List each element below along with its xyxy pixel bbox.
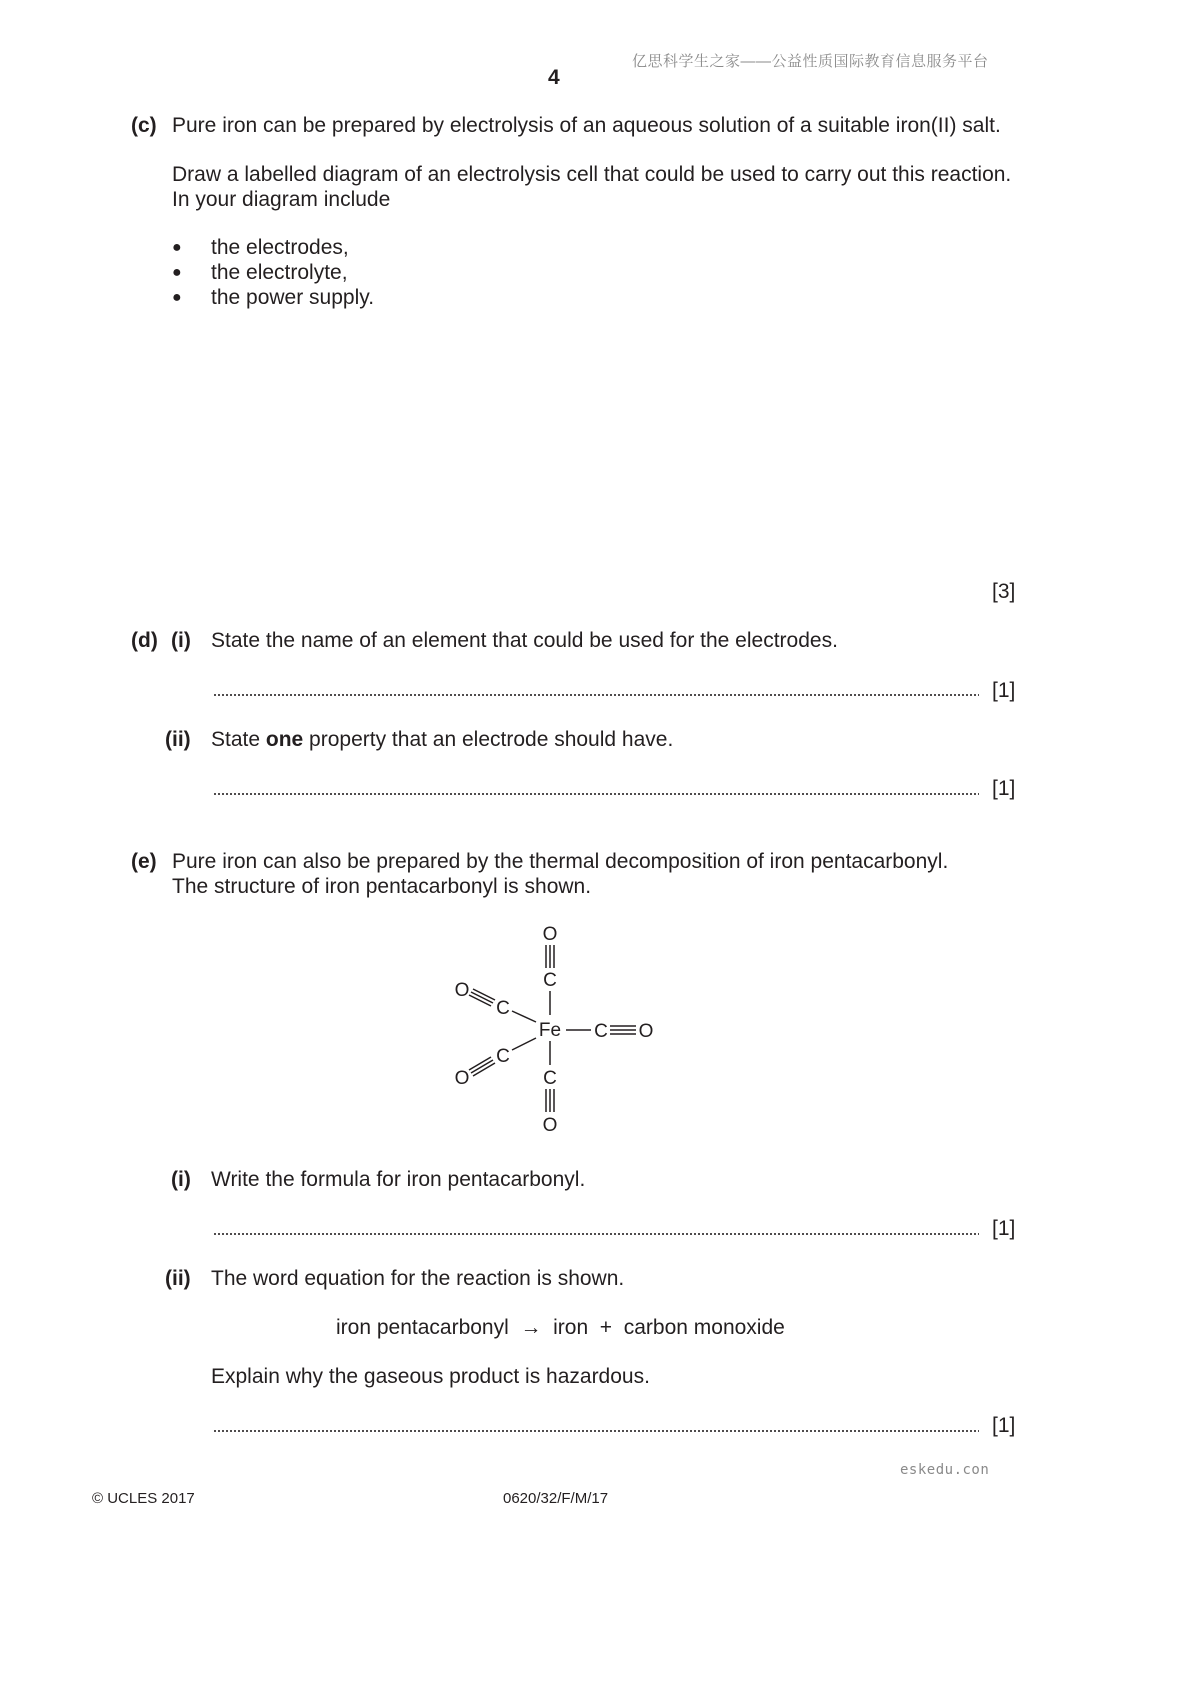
part-e-i-label: (i) bbox=[171, 1168, 191, 1191]
answer-line-d-ii[interactable] bbox=[213, 792, 979, 796]
bullet-icon: ● bbox=[172, 264, 182, 281]
answer-line-e-i[interactable] bbox=[213, 1232, 979, 1236]
part-d-i-question: State the name of an element that could be used for the electrodes. bbox=[211, 629, 838, 652]
part-d-ii-marks: [1] bbox=[992, 777, 1016, 800]
carbon-atom: C bbox=[543, 1068, 557, 1089]
carbon-atom: C bbox=[594, 1021, 608, 1042]
part-e-ii-intro: The word equation for the reaction is shown. bbox=[211, 1267, 625, 1290]
part-e-i-question: Write the formula for iron pentacarbonyl. bbox=[211, 1168, 586, 1191]
part-d-ii-question: State one property that an electrode should have. bbox=[211, 728, 674, 751]
copyright: © UCLES 2017 bbox=[92, 1490, 195, 1507]
answer-line-d-i[interactable] bbox=[213, 693, 979, 697]
oxygen-atom: O bbox=[638, 1021, 654, 1042]
part-c-instruction: Draw a labelled diagram of an electrolysis cell that could be used to carry out this reaction. bbox=[172, 163, 1012, 186]
bullet-icon: ● bbox=[172, 239, 182, 256]
part-e-i-marks: [1] bbox=[992, 1217, 1016, 1240]
part-d-ii-label: (ii) bbox=[165, 728, 191, 751]
carbon-atom: C bbox=[543, 970, 557, 991]
part-d-label: (d) bbox=[131, 629, 158, 652]
part-d-i-marks: [1] bbox=[992, 679, 1016, 702]
part-e-ii-question: Explain why the gaseous product is hazardous. bbox=[211, 1365, 650, 1388]
part-c-intro: Pure iron can be prepared by electrolysis of an aqueous solution of a suitable iron(II) salt. bbox=[172, 114, 1001, 137]
carbon-atom: C bbox=[496, 998, 510, 1019]
answer-line-e-ii[interactable] bbox=[213, 1429, 979, 1433]
bullet-item: the power supply. bbox=[211, 286, 375, 309]
bullet-item: the electrolyte, bbox=[211, 261, 348, 284]
fe-atom: Fe bbox=[538, 1020, 562, 1041]
part-e-ii-marks: [1] bbox=[992, 1414, 1016, 1437]
word-equation: iron pentacarbonyl → iron + carbon monoxide bbox=[336, 1316, 785, 1339]
bond-line bbox=[512, 1011, 536, 1022]
iron-pentacarbonyl-structure bbox=[440, 915, 680, 1140]
part-e-intro: Pure iron can also be prepared by the thermal decomposition of iron pentacarbonyl. bbox=[172, 850, 949, 873]
oxygen-atom: O bbox=[542, 924, 558, 945]
bullet-icon: ● bbox=[172, 289, 182, 306]
page-number: 4 bbox=[548, 66, 560, 89]
oxygen-atom: O bbox=[454, 980, 470, 1001]
part-d-i-label: (i) bbox=[171, 629, 191, 652]
part-c-label: (c) bbox=[131, 114, 157, 137]
bullet-item: the electrodes, bbox=[211, 236, 349, 259]
part-c-include: In your diagram include bbox=[172, 188, 391, 211]
watermark-footer: eskedu.con bbox=[900, 1462, 990, 1478]
part-e-ii-label: (ii) bbox=[165, 1267, 191, 1290]
diagram-drawing-area[interactable] bbox=[172, 320, 1012, 570]
watermark-header: 亿思科学生之家——公益性质国际教育信息服务平台 bbox=[632, 53, 989, 70]
part-e-structure-caption: The structure of iron pentacarbonyl is shown. bbox=[172, 875, 592, 898]
oxygen-atom: O bbox=[454, 1068, 470, 1089]
paper-code: 0620/32/F/M/17 bbox=[503, 1490, 609, 1507]
part-c-marks: [3] bbox=[992, 580, 1016, 603]
oxygen-atom: O bbox=[542, 1115, 558, 1136]
bond-line bbox=[512, 1038, 536, 1050]
part-e-label: (e) bbox=[131, 850, 157, 873]
carbon-atom: C bbox=[496, 1046, 510, 1067]
